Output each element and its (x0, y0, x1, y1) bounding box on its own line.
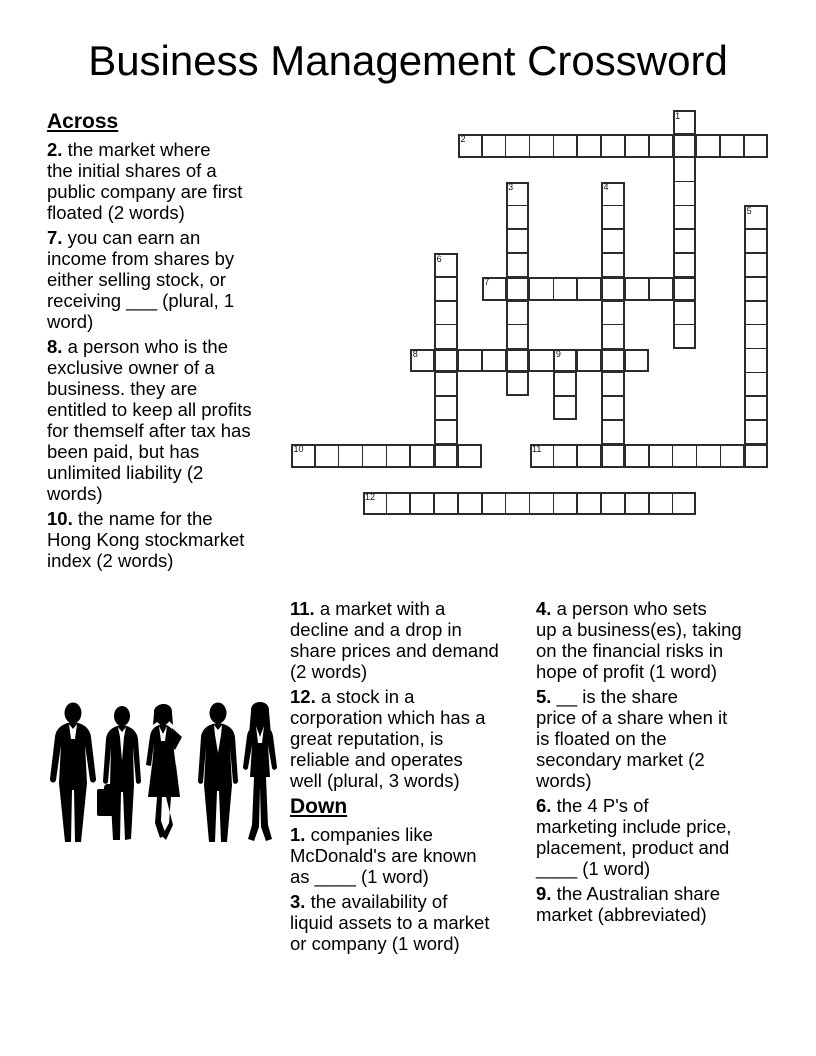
clue-number: 8. (47, 336, 63, 357)
silhouette-woman-pants (243, 702, 277, 841)
clue-section-heading-down: Down (290, 795, 348, 818)
crossword-cell[interactable] (625, 277, 649, 301)
crossword-cell[interactable] (506, 492, 530, 516)
crossword-cell[interactable] (601, 444, 625, 468)
clue-text: the name for the Hong Kong stockmarket index (2 words) (47, 508, 245, 571)
clue-7 (47, 227, 297, 332)
crossword-cell[interactable] (601, 134, 625, 158)
crossword-cell[interactable] (410, 444, 434, 468)
clue-column-right (536, 598, 776, 929)
crossword-cell[interactable] (673, 134, 697, 158)
crossword-cell[interactable] (744, 229, 768, 253)
crossword-cell[interactable] (744, 325, 768, 349)
clue-1 (290, 824, 536, 887)
crossword-cell[interactable] (601, 182, 625, 206)
crossword-cell[interactable] (601, 372, 625, 396)
crossword-cell[interactable] (577, 349, 601, 373)
crossword-cell[interactable] (482, 349, 506, 373)
clue-number: 11. (290, 598, 315, 619)
crossword-cell[interactable] (506, 182, 530, 206)
crossword-cell[interactable] (744, 444, 768, 468)
silhouette-man-2 (198, 703, 238, 843)
crossword-cell[interactable] (577, 492, 601, 516)
crossword-cell[interactable] (601, 277, 625, 301)
clue-text: the 4 P's of marketing include price, placement, product and ____ (1 word) (536, 795, 732, 879)
clue-number: 9. (536, 883, 552, 904)
crossword-cell[interactable] (744, 420, 768, 444)
clue-number: 10. (47, 508, 73, 529)
crossword-cell[interactable] (625, 134, 649, 158)
cell-number-1: 1 (675, 110, 681, 121)
clue-10 (47, 508, 297, 571)
crossword-cell[interactable] (601, 205, 625, 229)
crossword-cell[interactable] (649, 134, 673, 158)
clue-4 (536, 598, 776, 682)
cell-number-2: 2 (460, 134, 466, 145)
crossword-cell[interactable] (434, 253, 458, 277)
clue-12 (290, 686, 536, 791)
clue-number: 7. (47, 227, 63, 248)
crossword-cell[interactable] (530, 349, 554, 373)
crossword-cell[interactable] (434, 372, 458, 396)
cell-number-7: 7 (484, 277, 490, 288)
crossword-cell[interactable] (601, 492, 625, 516)
crossword-cell[interactable] (673, 277, 697, 301)
cell-number-12: 12 (365, 492, 376, 503)
clue-text: a person who sets up a business(es), taking on the financial risks in hope of profit (1 word) (536, 598, 742, 682)
crossword-cell[interactable] (410, 349, 434, 373)
clue-column-middle (290, 598, 536, 958)
crossword-cell[interactable] (577, 277, 601, 301)
crossword-cell[interactable] (434, 349, 458, 373)
crossword-grid (291, 110, 768, 516)
crossword-cell[interactable] (339, 444, 363, 468)
silhouette-man-1 (50, 703, 96, 843)
crossword-cell[interactable] (434, 444, 458, 468)
crossword-cell[interactable] (553, 492, 577, 516)
crossword-cell[interactable] (625, 444, 649, 468)
cell-number-10: 10 (293, 444, 304, 455)
crossword-cell[interactable] (458, 134, 482, 158)
clue-text: you can earn an income from shares by either selling stock, or receiving ___ (plural, 1 word) (47, 227, 235, 332)
crossword-cell[interactable] (458, 444, 482, 468)
clue-number: 5. (536, 686, 552, 707)
crossword-cell[interactable] (673, 301, 697, 325)
crossword-cell[interactable] (720, 444, 744, 468)
clue-column-left (47, 110, 297, 575)
crossword-cell[interactable] (386, 492, 410, 516)
clue-text: companies like McDonald's are known as ____ (1 word) (290, 824, 477, 887)
crossword-cell[interactable] (506, 205, 530, 229)
crossword-cell[interactable] (673, 253, 697, 277)
clue-number: 4. (536, 598, 552, 619)
crossword-cell[interactable] (530, 134, 554, 158)
crossword-cell[interactable] (601, 420, 625, 444)
crossword-cell[interactable] (744, 253, 768, 277)
crossword-cell[interactable] (506, 349, 530, 373)
crossword-cell[interactable] (744, 134, 768, 158)
crossword-cell[interactable] (696, 134, 720, 158)
crossword-cell[interactable] (744, 301, 768, 325)
crossword-cell[interactable] (482, 134, 506, 158)
clue-number: 6. (536, 795, 552, 816)
crossword-cell[interactable] (291, 444, 315, 468)
crossword-cell[interactable] (553, 277, 577, 301)
crossword-cell[interactable] (434, 277, 458, 301)
crossword-cell[interactable] (553, 444, 577, 468)
crossword-cell[interactable] (410, 492, 434, 516)
crossword-cell[interactable] (673, 110, 697, 134)
crossword-cell[interactable] (434, 325, 458, 349)
clue-9 (536, 883, 776, 925)
crossword-cell[interactable] (506, 229, 530, 253)
crossword-cell[interactable] (506, 301, 530, 325)
clue-text: a market with a decline and a drop in share prices and demand (2 words) (290, 598, 499, 682)
business-people-image (45, 687, 285, 847)
page-title: Business Management Crossword (88, 37, 728, 84)
crossword-cell[interactable] (434, 396, 458, 420)
clue-number: 1. (290, 824, 306, 845)
cell-number-9: 9 (555, 349, 561, 359)
crossword-cell[interactable] (673, 492, 697, 516)
crossword-cell[interactable] (601, 301, 625, 325)
crossword-cell[interactable] (625, 349, 649, 373)
silhouette-man-briefcase (97, 706, 141, 840)
crossword-cell[interactable] (601, 325, 625, 349)
crossword-cell[interactable] (553, 396, 577, 420)
crossword-cell[interactable] (673, 158, 697, 182)
crossword-cell[interactable] (506, 372, 530, 396)
crossword-cell[interactable] (506, 277, 530, 301)
crossword-cell[interactable] (673, 205, 697, 229)
cell-number-5: 5 (746, 205, 752, 216)
crossword-cell[interactable] (673, 444, 697, 468)
clue-6 (536, 795, 776, 879)
clue-text: __ is the share price of a share when it is floated on the secondary market (2 words) (536, 686, 728, 791)
crossword-cell[interactable] (434, 301, 458, 325)
crossword-cell[interactable] (363, 492, 387, 516)
crossword-cell[interactable] (553, 134, 577, 158)
clue-2 (47, 139, 297, 223)
cell-number-11: 11 (532, 444, 542, 455)
crossword-cell[interactable] (553, 372, 577, 396)
crossword-cell[interactable] (673, 325, 697, 349)
crossword-cell[interactable] (458, 492, 482, 516)
crossword-cell[interactable] (506, 325, 530, 349)
crossword-cell[interactable] (458, 349, 482, 373)
crossword-cell[interactable] (601, 396, 625, 420)
crossword-cell[interactable] (386, 444, 410, 468)
crossword-cell[interactable] (553, 349, 577, 373)
crossword-cell[interactable] (673, 182, 697, 206)
crossword-cell[interactable] (649, 277, 673, 301)
crossword-cell[interactable] (673, 229, 697, 253)
crossword-cell[interactable] (625, 492, 649, 516)
cell-number-6: 6 (436, 253, 442, 264)
clue-5 (536, 686, 776, 791)
clue-11 (290, 598, 536, 682)
crossword-cell[interactable] (530, 492, 554, 516)
clue-text: the market where the initial shares of a public company are first floated (2 words) (47, 139, 243, 223)
crossword-cell[interactable] (315, 444, 339, 468)
clue-number: 12. (290, 686, 316, 707)
clue-8 (47, 336, 297, 504)
crossword-cell[interactable] (649, 492, 673, 516)
crossword-cell[interactable] (744, 396, 768, 420)
clue-section-heading-across: Across (47, 110, 119, 133)
crossword-cell[interactable] (649, 444, 673, 468)
cell-number-8: 8 (412, 349, 418, 359)
crossword-cell[interactable] (601, 253, 625, 277)
clue-text: the availability of liquid assets to a market or company (1 word) (290, 891, 490, 954)
clue-text: the Australian share market (abbreviated) (536, 883, 721, 925)
crossword-cell[interactable] (601, 349, 625, 373)
crossword-cell[interactable] (530, 444, 554, 468)
crossword-cell[interactable] (601, 229, 625, 253)
clue-number: 3. (290, 891, 306, 912)
crossword-cell[interactable] (363, 444, 387, 468)
crossword-cell[interactable] (506, 253, 530, 277)
clue-3 (290, 891, 536, 954)
crossword-cell[interactable] (482, 492, 506, 516)
crossword-cell[interactable] (434, 492, 458, 516)
clue-number: 2. (47, 139, 63, 160)
crossword-cell[interactable] (744, 205, 768, 229)
cell-number-3: 3 (508, 182, 514, 193)
silhouette-woman-skirt (146, 704, 182, 840)
crossword-cell[interactable] (744, 372, 768, 396)
crossword-cell[interactable] (530, 277, 554, 301)
crossword-cell[interactable] (577, 134, 601, 158)
crossword-cell[interactable] (744, 277, 768, 301)
crossword-cell[interactable] (482, 277, 506, 301)
crossword-cell[interactable] (720, 134, 744, 158)
clue-text: a stock in a corporation which has a great reputation, is reliable and operates well (plural, 3 words) (290, 686, 486, 791)
crossword-cell[interactable] (577, 444, 601, 468)
crossword-cell[interactable] (434, 420, 458, 444)
clue-text: a person who is the exclusive owner of a business. they are entitled to keep all profits for themself after tax has been paid, but has unlimited liability (2 words) (47, 336, 252, 504)
cell-number-4: 4 (603, 182, 609, 193)
crossword-cell[interactable] (696, 444, 720, 468)
crossword-cell[interactable] (744, 349, 768, 373)
crossword-cell[interactable] (506, 134, 530, 158)
